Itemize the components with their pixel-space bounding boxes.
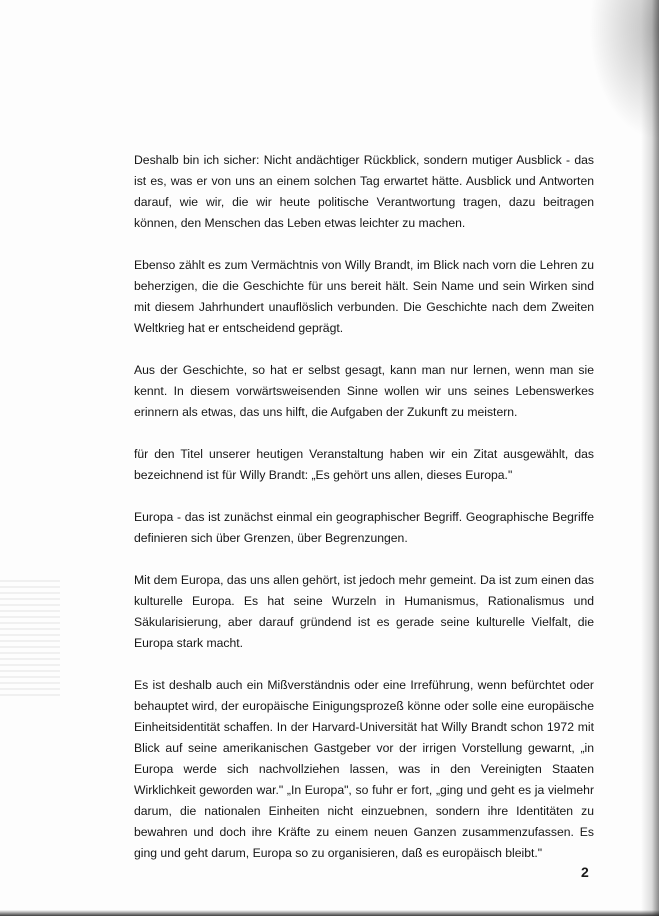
scan-shadow-right-edge (641, 0, 659, 916)
paragraph: Deshalb bin ich sicher: Nicht andächtiger Rückblick, sondern mutiger Ausblick - das ist es, was er von uns an einem solchen Tag erwartet hätte. Ausblick und Antworten darauf, wie wir, die wir heute politische Verantwortung tragen, dazu beitragen können, den Menschen das Leben etwas leichter zu machen. (134, 153, 594, 230)
page-number: 2 (581, 864, 589, 880)
scan-shadow-bottom-edge (0, 910, 659, 916)
paragraph: Mit dem Europa, das uns allen gehört, ist jedoch mehr gemeint. Da ist zum einen das kulturelle Europa. Es hat seine Wurzeln in Humanismus, Rationalismus und Säkularisierung, aber darauf gründend ist es gerade seine kulturelle Vielfalt, die Europa stark macht. (134, 573, 594, 650)
scan-noise-left-edge (0, 580, 60, 700)
paragraph: Europa - das ist zunächst einmal ein geographischer Begriff. Geographische Begriffe definieren sich über Grenzen, über Begrenzungen. (134, 510, 594, 545)
body-text (134, 150, 594, 885)
paragraph: Aus der Geschichte, so hat er selbst gesagt, kann man nur lernen, wenn man sie kennt. In diesem vorwärtsweisenden Sinne wollen wir uns seines Lebenswerkes erinnern als etwas, das uns hilft, die Aufgaben der Zukunft zu meistern. (134, 363, 594, 419)
paragraph: für den Titel unserer heutigen Veranstaltung haben wir ein Zitat ausgewählt, das bezeichnend ist für Willy Brandt: „Es gehört uns allen, dieses Europa." (134, 447, 594, 482)
paragraph: Es ist deshalb auch ein Mißverständnis oder eine Irreführung, wenn befürchtet oder behauptet wird, der europäische Einigungsprozeß könne oder solle eine europäische Einheitsidentität schaffen. In der Harvard-Universität hat Willy Brandt schon 1972 mit Blick auf seine amerikanischen Gastgeber vor der irrigen Vorstellung gewarnt, „in Europa werde sich nachvollziehen lassen, was in den Vereinigten Staaten Wirklichkeit geworden war." „In Europa", so fuhr er fort, „ging und geht es ja vielmehr darum, die nationalen Einheiten nicht einzuebnen, sondern ihre Identitäten zu bewahren und doch ihre Kräfte zu einem neuen Ganzen zusammenzufassen. Es ging und geht darum, Europa so zu organisieren, daß es europäisch bleibt." (134, 678, 594, 860)
paragraph: Ebenso zählt es zum Vermächtnis von Willy Brandt, im Blick nach vorn die Lehren zu beherzigen, die die Geschichte für uns bereit hält. Sein Name und sein Wirken sind mit diesem Jahrhundert unauflöslich verbunden. Die Geschichte nach dem Zweiten Weltkrieg hat er entscheidend geprägt. (134, 258, 594, 335)
